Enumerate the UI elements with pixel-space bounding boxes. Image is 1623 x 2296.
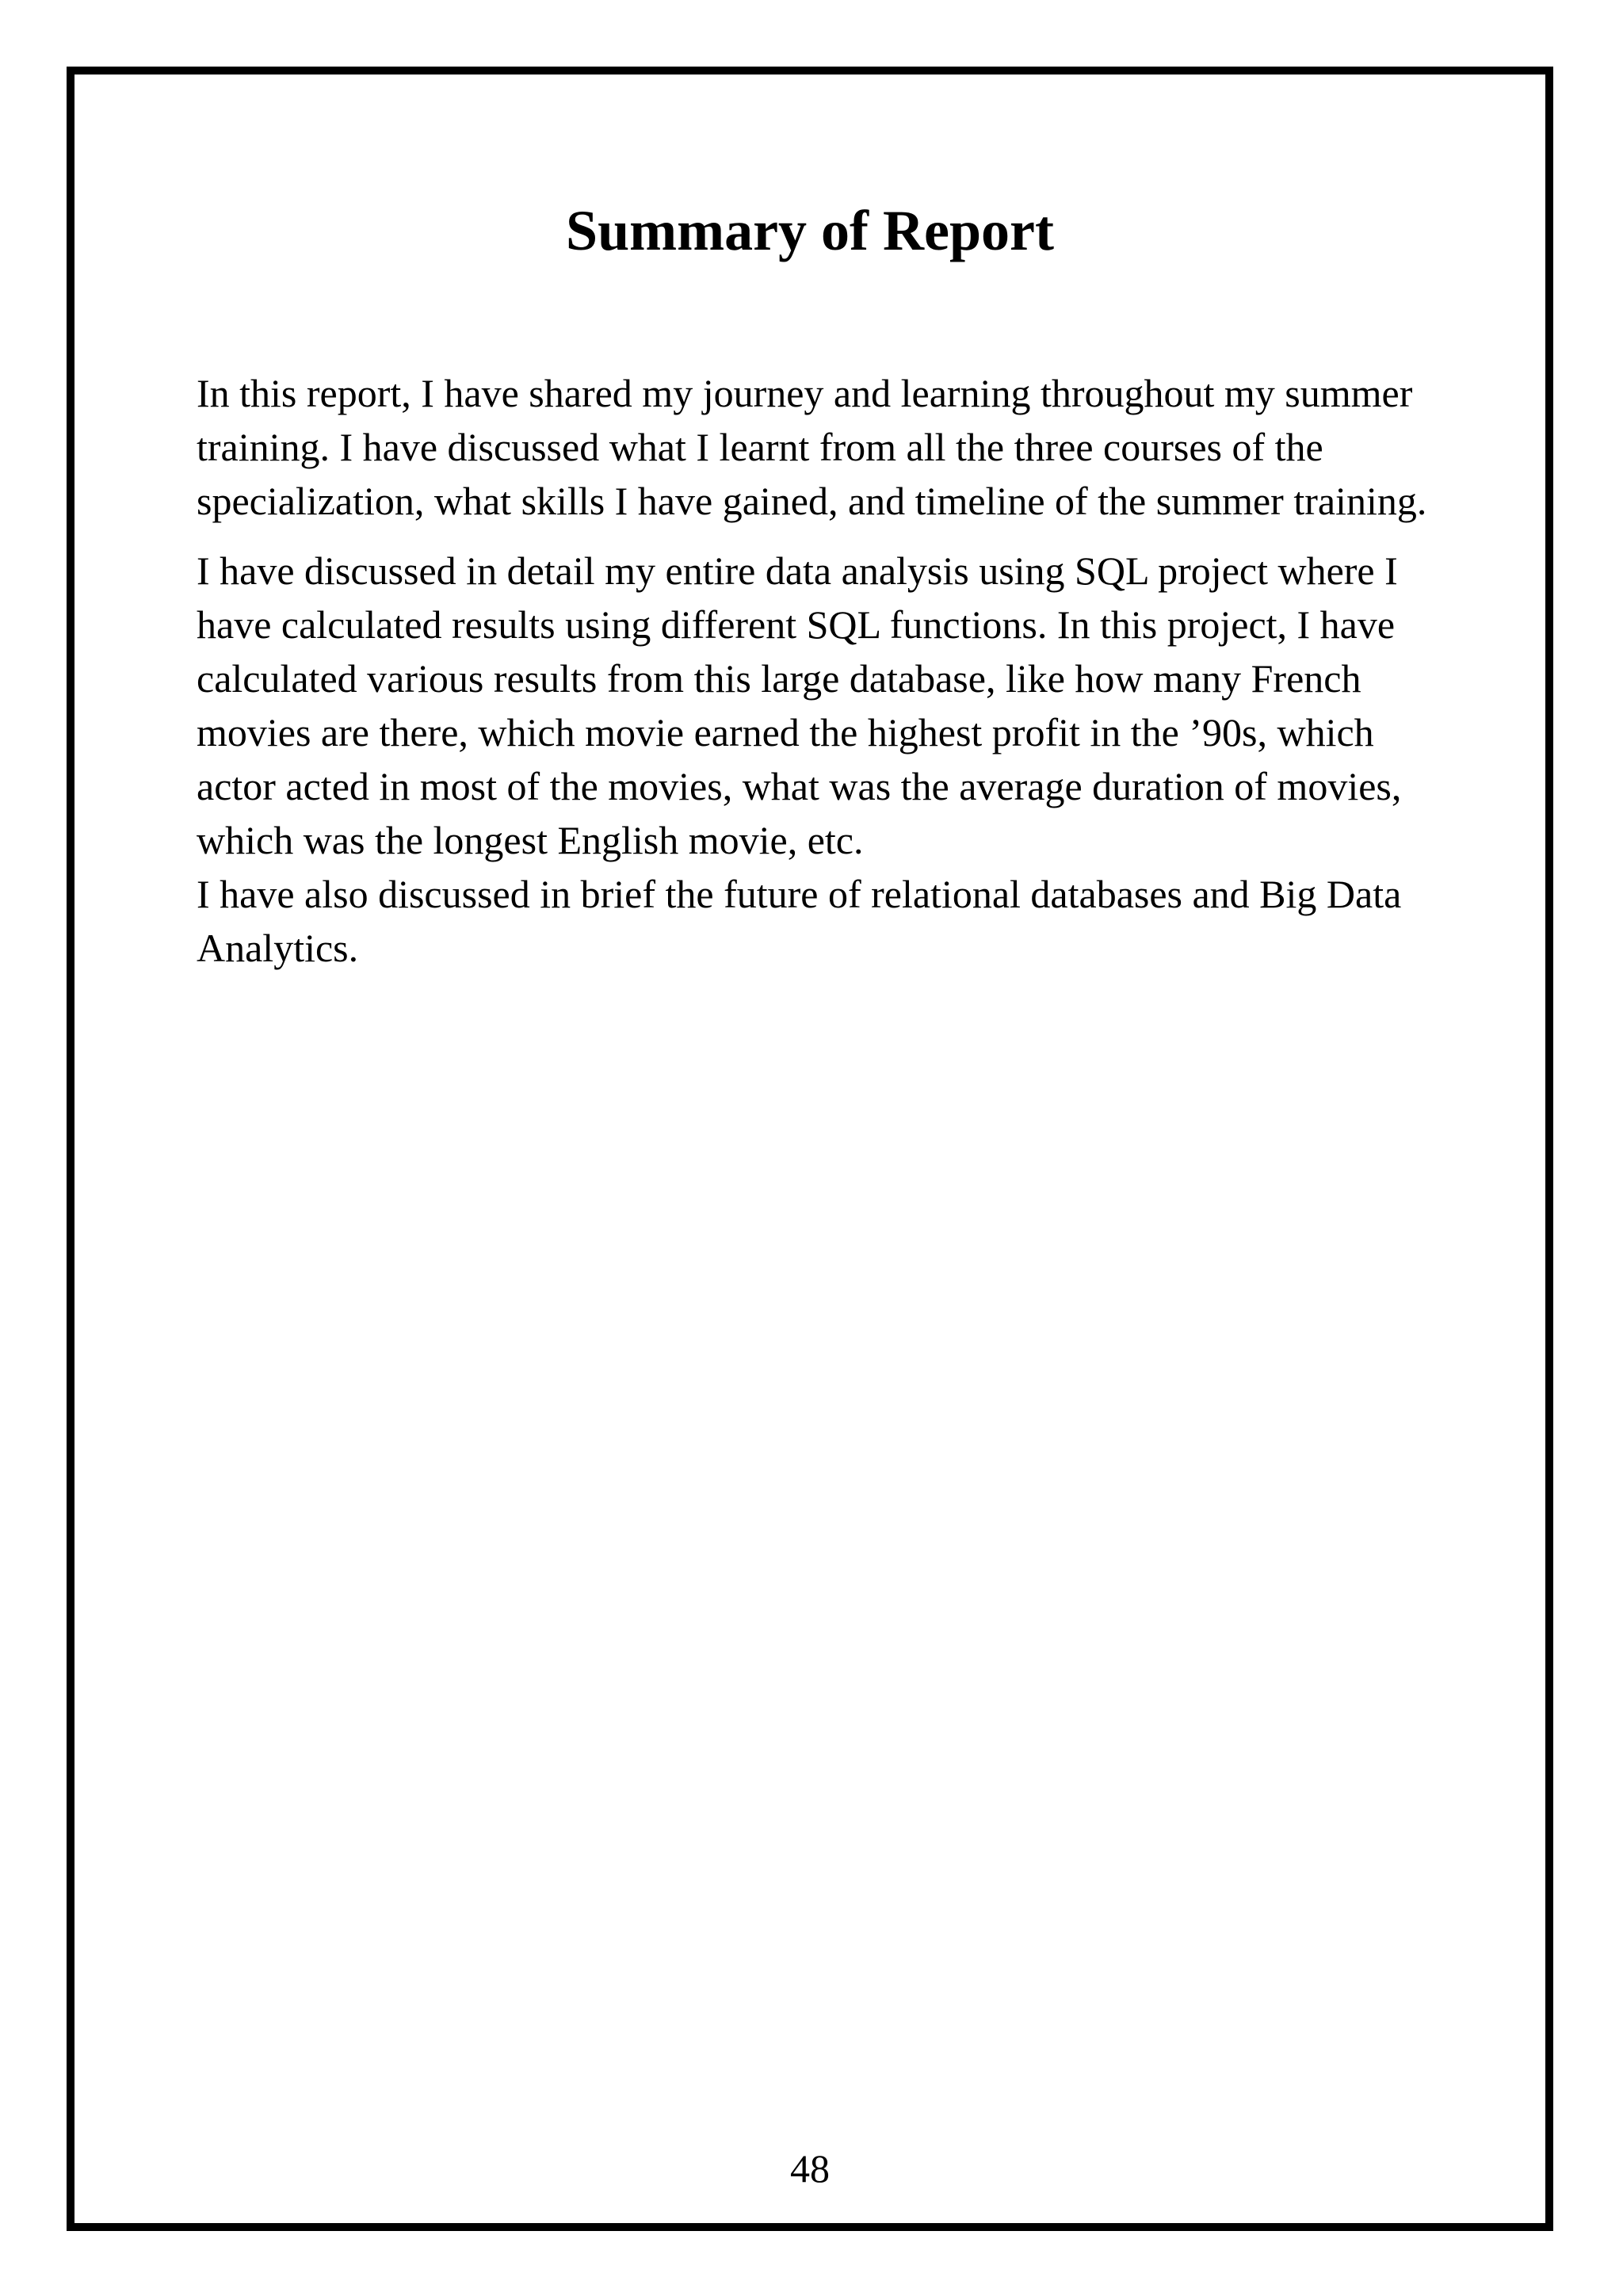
paragraph-intro: In this report, I have shared my journey and learning throughout my summer training. I have discussed what I learnt from all the three courses of the specialization, what skills I have gained, and timeline of the summer training. (197, 371, 1427, 523)
page-number: 48 (790, 2146, 830, 2191)
page-title: Summary of Report (566, 199, 1054, 262)
body-text (197, 366, 1449, 975)
paragraph-future: I have also discussed in brief the future of relational databases and Big Data Analytics. (197, 872, 1402, 970)
paragraph-project: I have discussed in detail my entire data analysis using SQL project where I have calculated results using different SQL functions. In this project, I have calculated various results from this large database, like how many French movies are there, which movie earned the highest profit in the ’90s, which actor acted in most of the movies, what was the average duration of movies, which was the longest English movie, etc. (197, 548, 1402, 862)
